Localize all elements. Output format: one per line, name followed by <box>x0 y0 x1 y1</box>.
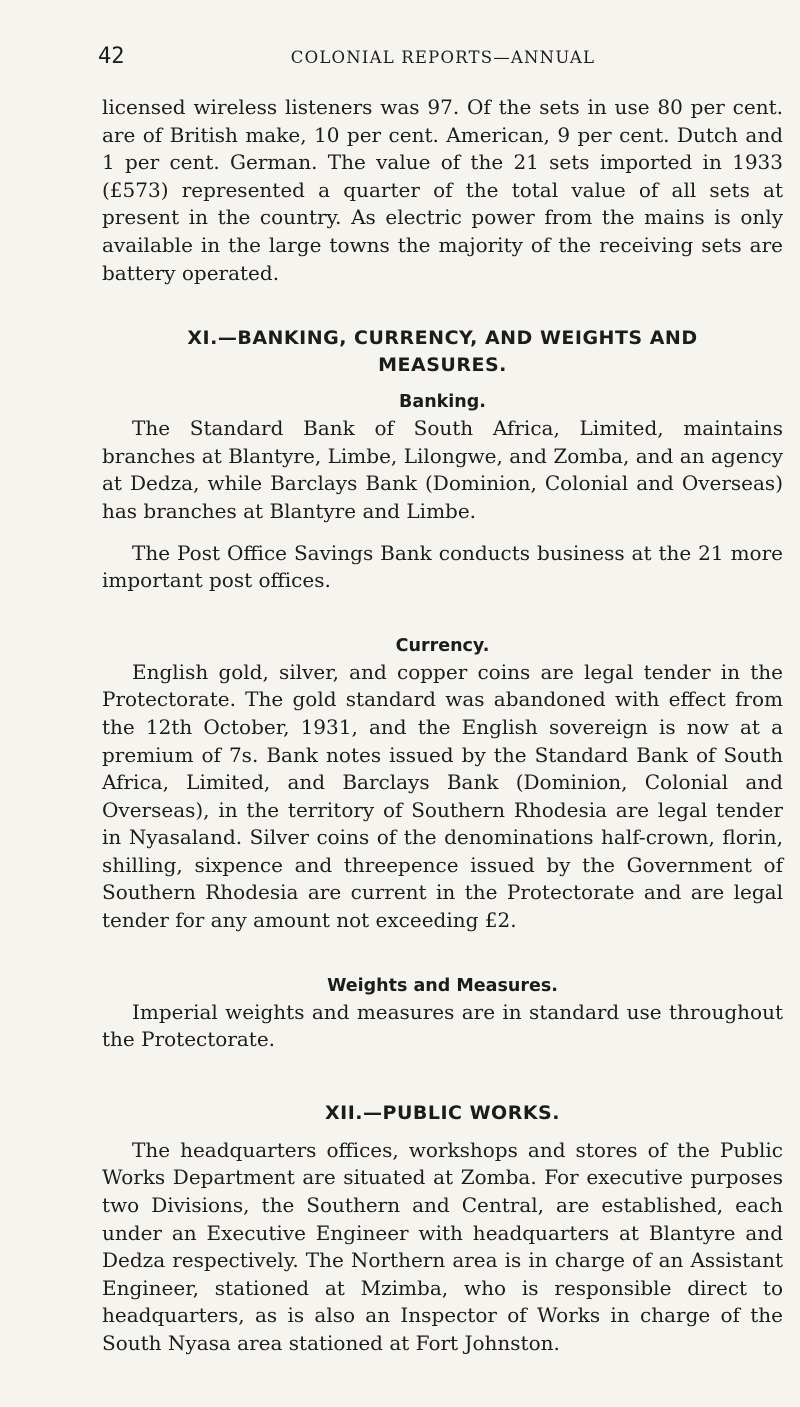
running-title: COLONIAL REPORTS—ANNUAL <box>290 48 596 67</box>
body-text <box>102 94 783 1358</box>
subheading-banking: Banking. <box>399 392 486 413</box>
paragraph-public-works: The headquarters offices, workshops and stores of the Public Works Department are situated at Zomba. For executive purposes two Divisions, the Southern and Central, are established, each under an Executive Engineer with headquarters at Blantyre and Dedza respectively. The Northern area is in charge of an Assistant Engineer, stationed at Mzimba, who is responsible direct to headquarters, as is also an Inspector of Works in charge of the South Nyasa area stationed at Fort Johnston. <box>102 1137 783 1355</box>
section-heading-xi-line1: XI.—BANKING, CURRENCY, AND WEIGHTS AND <box>187 327 698 350</box>
paragraph-post-office-savings: The Post Office Savings Bank conducts business at the 21 more important post offices. <box>102 540 783 593</box>
section-heading-xii: XII.—PUBLIC WORKS. <box>325 1101 560 1124</box>
page-number: 42 <box>98 44 125 69</box>
subheading-weights-measures: Weights and Measures. <box>327 975 558 996</box>
paragraph-banking-branches: The Standard Bank of South Africa, Limited, maintains branches at Blantyre, Limbe, Lilongwe, and Zomba, and an agency at Dedza, while Barclays Bank (Dominion, Colonial and Overseas) has branches at Blantyre and Limbe. <box>102 416 783 523</box>
section-heading-xi <box>102 325 783 379</box>
running-header <box>98 44 788 74</box>
section-heading-xi-line2: MEASURES. <box>378 354 507 377</box>
paragraph-wireless: licensed wireless listeners was 97. Of the sets in use 80 per cent. are of British make, 10 per cent. American, 9 per cent. Dutch and 1 per cent. German. The value of the 21 sets imported in 1933 (£573) represented a quarter of the total value of all sets at present in the country. As electric power from the mains is only available in the large towns the majority of the receiving sets are battery operated. <box>102 95 783 285</box>
subheading-currency: Currency. <box>395 635 490 656</box>
paragraph-currency: English gold, silver, and copper coins are legal tender in the Protectorate. The gold standard was abandoned with effect from the 12th October, 1931, and the English sovereign is now at a premium of 7s. Bank notes issued by the Standard Bank of South Africa, Limited, and Barclays Bank (Dominion, Colonial and Overseas), in the territory of Southern Rhodesia are legal tender in Nyasaland. Silver coins of the denominations half-crown, florin, shilling, sixpence and threepence issued by the Government of Southern Rhodesia are current in the Protectorate and are legal tender for any amount not exceeding £2. <box>102 659 783 933</box>
paragraph-weights-measures: Imperial weights and measures are in standard use throughout the Protectorate. <box>102 999 783 1052</box>
